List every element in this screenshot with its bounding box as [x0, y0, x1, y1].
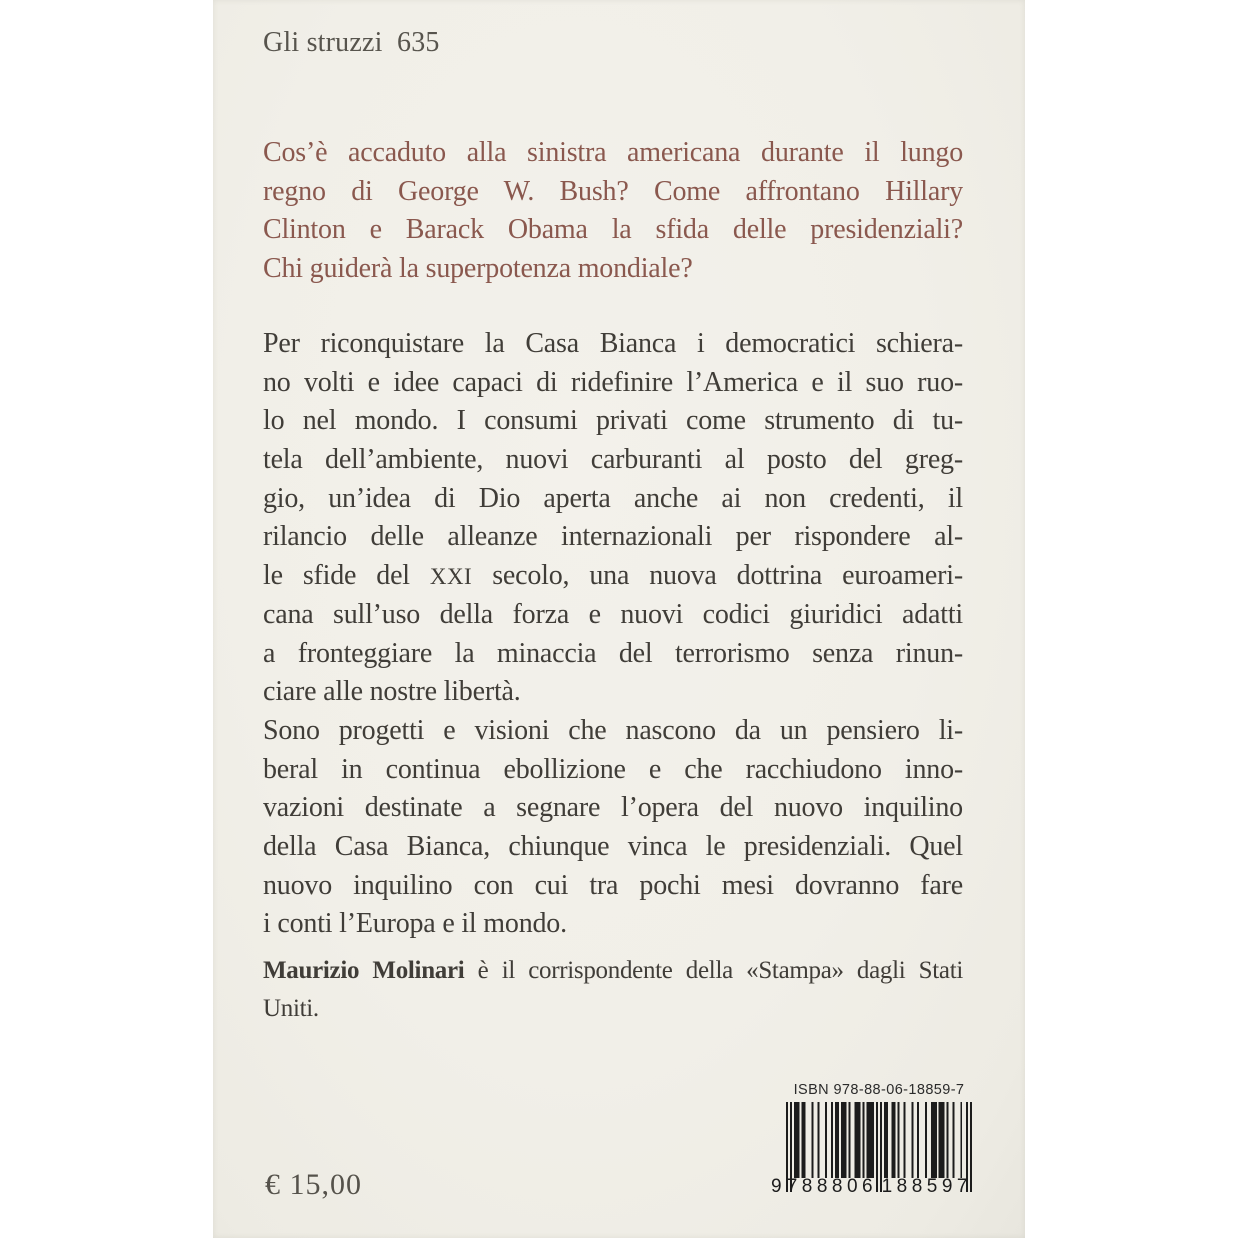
- barcode-digit-first: 9: [771, 1176, 782, 1197]
- isbn-label: ISBN 978-88-06-18859-7: [793, 1082, 965, 1098]
- body-paragraph: [263, 325, 963, 712]
- text-line: Sono progetti e visioni che nascono da un pensiero li-: [263, 714, 963, 746]
- text-line: Per riconquistare la Casa Bianca i democratici schiera-: [263, 328, 963, 359]
- text-line: della Casa Bianca, chiunque vinca le presidenziali. Quel: [263, 830, 963, 862]
- author-note-rest: è il corrispondente della «Stampa» dagli Stati: [464, 957, 963, 984]
- ean-barcode: [771, 1102, 972, 1200]
- text-line: nuovo inquilino con cui tra pochi mesi dovranno fare: [263, 869, 963, 901]
- barcode-digits-left: 788806: [786, 1176, 878, 1197]
- text-line: beral in continua ebollizione e che racchiudono inno-: [263, 753, 963, 785]
- text-line: le sfide del XXI secolo, una nuova dottrina euroameri-: [263, 560, 963, 592]
- text-line: regno di George W. Bush? Come affrontano Hillary: [263, 175, 963, 207]
- author-note-line2: Uniti.: [263, 995, 319, 1022]
- book-back-cover: [213, 0, 1025, 1238]
- text-line: tela dell’ambiente, nuovi carburanti al posto del greg-: [263, 444, 963, 476]
- author-note-line1: [263, 952, 963, 990]
- text-line: vazioni destinate a segnare l’opera del nuovo inquilino: [263, 792, 963, 824]
- text-line: Cos’è accaduto alla sinistra americana durante il lungo: [263, 137, 963, 168]
- body-text: [263, 325, 963, 944]
- text-line: cana sull’uso della forza e nuovi codici giuridici adatti: [263, 598, 963, 630]
- text-line: ciare alle nostre libertà.: [263, 676, 521, 708]
- text-line: lo nel mondo. I consumi privati come strumento di tu-: [263, 405, 963, 437]
- barcode-digits-right: 188597: [881, 1176, 972, 1197]
- text-line: Chi guiderà la superpotenza mondiale?: [263, 253, 693, 285]
- text-line: Clinton e Barack Obama la sfida delle presidenziali?: [263, 214, 963, 246]
- price-label: € 15,00: [265, 1168, 362, 1201]
- text-line: no volti e idee capaci di ridefinire l’America e il suo ruo-: [263, 366, 963, 398]
- body-paragraph: [263, 712, 963, 944]
- text-line: a fronteggiare la minaccia del terrorismo senza rinun-: [263, 637, 963, 669]
- barcode-block: [771, 1082, 972, 1200]
- text-line: gio, un’idea di Dio aperta anche ai non credenti, il: [263, 482, 963, 514]
- lead-paragraph: [263, 134, 963, 289]
- author-name: Maurizio Molinari: [263, 957, 465, 984]
- barcode-digits: [771, 1176, 972, 1200]
- text-line: rilancio delle alleanze internazionali per rispondere al-: [263, 521, 963, 553]
- text-line: i conti l’Europa e il mondo.: [263, 908, 567, 940]
- author-note: [263, 952, 963, 1028]
- series-header: Gli struzzi 635: [263, 27, 440, 58]
